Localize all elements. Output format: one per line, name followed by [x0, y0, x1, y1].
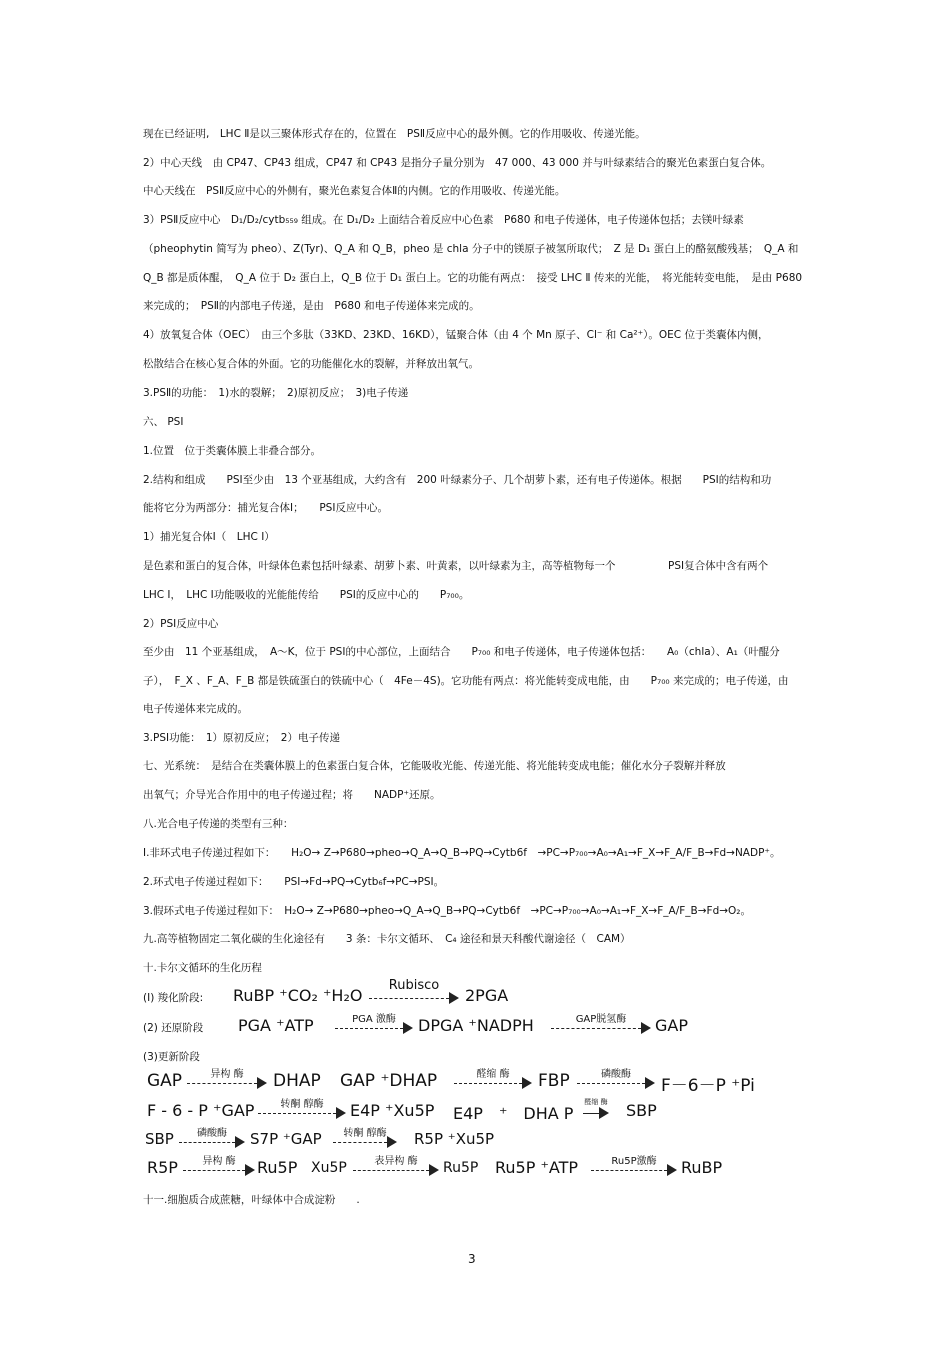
products: S7P ⁺GAP — [250, 1130, 322, 1148]
paragraph: （pheophytin 简写为 pheo）、Z(Tyr)、Q_A 和 Q_B，pheo 是 chla 分子中的镁原子被氢所取代； Z 是 D₁ 蛋白上的酪氨酸残基； Q_A 和 — [143, 243, 799, 255]
reactants: Xu5P — [311, 1160, 347, 1176]
products: E4P ⁺Xu5P — [350, 1101, 435, 1120]
paragraph: LHC Ⅰ， LHC Ⅰ功能吸收的光能能传给 PSⅠ的反应中心的 P₇₀₀。 — [143, 589, 470, 601]
reactants: GAP — [147, 1071, 183, 1091]
paragraph: 松散结合在核心复合体的外面。它的功能催化水的裂解，并释放出氧气。 — [143, 358, 479, 370]
paragraph: 2.结构和组成 PSⅠ至少由 13 个亚基组成，大约含有 200 叶绿素分子、几个胡萝卜素，还有电子传递体。根据 PSⅠ的结构和功 — [143, 474, 772, 486]
electron-path: 3.假环式电子传递过程如下： H₂O→ Z→P680→pheo→Q_A→Q_B→PQ→Cytb6f →PC→P₇₀₀→A₀→A₁→F_X→F_A/F_B→Fd→O₂。 — [143, 905, 751, 917]
page-number: 3 — [468, 1252, 476, 1266]
reactants: Ru5P ⁺ATP — [495, 1158, 579, 1177]
enzyme-label: PGA 激酶 — [352, 1014, 396, 1025]
equation-label: (3)更新阶段 — [143, 1051, 200, 1063]
enzyme-label: 醛缩 酶 — [476, 1069, 510, 1080]
section-heading: 六、 PSⅠ — [143, 416, 184, 428]
intermediate: DPGA ⁺NADPH — [418, 1016, 534, 1035]
enzyme-label: 醛缩 酶 — [584, 1098, 608, 1106]
equation-label: (2) 还原阶段 — [143, 1022, 204, 1034]
paragraph: 来完成的； PSⅡ的内部电子传递，是由 P680 和电子传递体来完成的。 — [143, 300, 480, 312]
paragraph: 2）中心天线 由 CP47、CP43 组成，CP47 和 CP43 是指分子量分别为 47 000、43 000 并与叶绿素结合的聚光色素蛋白复合体。 — [143, 157, 772, 169]
electron-path: I.非环式电子传递过程如下： H₂O→ Z→P680→pheo→Q_A→Q_B→PQ→Cytb6f →PC→P₇₀₀→A₀→A₁→F_X→F_A/F_B→Fd→NADP⁺。 — [143, 847, 781, 859]
paragraph: 中心天线在 PSⅡ反应中心的外侧有，聚光色素复合体Ⅱ的内侧。它的作用吸收、传递光能。 — [143, 185, 566, 197]
paragraph: 电子传递体来完成的。 — [143, 703, 248, 715]
paragraph: 4）放氧复合体（OEC） 由三个多肽（33KD、23KD、16KD），锰聚合体（由 4 个 Mn 原子、Cl⁻ 和 Ca²⁺）。OEC 位于类囊体内侧， — [143, 329, 769, 341]
reactants: R5P — [147, 1158, 178, 1177]
paragraph: 九.高等植物固定二氧化碳的生化途径有 3 条：卡尔文循环、 C₄ 途径和景天科酸代谢途径（ CAM） — [143, 933, 631, 945]
paragraph: 是色素和蛋白的复合体，叶绿体色素包括叶绿素、胡萝卜素、叶黄素，以叶绿素为主，高等植物每一个 PSⅠ复合体中含有两个 — [143, 560, 769, 572]
paragraph: 3）PSⅡ反应中心 D₁/D₂/cytb₅₅₉ 组成。在 D₁/D₂ 上面结合着反应中心色素 P680 和电子传递体，电子传递体包括；去镁叶绿素 — [143, 214, 744, 226]
equation-label: (Ⅰ) 羧化阶段: — [143, 992, 204, 1004]
products: Ru5P — [443, 1160, 479, 1176]
enzyme-label: GAP脱氢酶 — [575, 1014, 627, 1025]
enzyme-label: 异构 酶 — [202, 1156, 236, 1167]
electron-path: 2.环式电子传递过程如下： PSⅠ→Fd→PQ→Cytb₆f→PC→PSⅠ。 — [143, 876, 445, 888]
products: F－6－P ⁺Pi — [661, 1076, 755, 1096]
section-heading: 八.光合电子传递的类型有三种： — [143, 818, 294, 830]
products: R5P ⁺Xu5P — [414, 1130, 495, 1148]
paragraph: 2）PSⅠ反应中心 — [143, 618, 219, 630]
products: SBP — [626, 1101, 657, 1120]
paragraph: 3.PSⅡ的功能： 1)水的裂解； 2)原初反应； 3)电子传递 — [143, 387, 409, 399]
enzyme-label: Rubisco — [388, 978, 440, 993]
paragraph: 3.PSⅠ功能： 1）原初反应； 2）电子传递 — [143, 732, 340, 744]
enzyme-label: 转酮 醇酶 — [343, 1128, 387, 1139]
enzyme-label: 磷酸酶 — [197, 1128, 227, 1139]
products: FBP — [538, 1071, 570, 1091]
paragraph: 至少由 11 个亚基组成， A～K，位于 PSⅠ的中心部位，上面结合 P₇₀₀ 和电子传递体，电子传递体包括： A₀（chla）、A₁（叶醌分 — [143, 646, 780, 658]
products: GAP — [655, 1016, 688, 1035]
section-heading: 十一.细胞质合成蔗糖，叶绿体中合成淀粉 . — [143, 1194, 360, 1206]
reactants: E4P ⁺ DHA P — [453, 1104, 574, 1123]
reactants: F - 6 - P ⁺GAP — [147, 1101, 255, 1120]
enzyme-label: 转酮 醇酶 — [280, 1099, 324, 1110]
enzyme-label: 磷酸酶 — [601, 1069, 631, 1080]
paragraph: 现在已经证明, LHC Ⅱ是以三聚体形式存在的，位置在 PSⅡ反应中心的最外侧。它的作用吸收、传递光能。 — [143, 128, 646, 140]
products: RuBP — [681, 1158, 723, 1177]
paragraph: 1.位置 位于类囊体膜上非叠合部分。 — [143, 445, 322, 457]
products: DHAP — [273, 1071, 321, 1091]
section-heading: 十.卡尔文循环的生化历程 — [143, 962, 262, 974]
reactants: PGA ⁺ATP — [238, 1016, 314, 1035]
enzyme-label: 表异构 酶 — [374, 1156, 418, 1167]
paragraph: 七、光系统： 是结合在类囊体膜上的色素蛋白复合体，它能吸收光能、传递光能、将光能转变成电能；催化水分子裂解并释放 — [143, 760, 726, 772]
paragraph: 能将它分为两部分：捕光复合体Ⅰ； PSⅠ反应中心。 — [143, 502, 388, 514]
reactants: SBP — [145, 1130, 174, 1148]
paragraph: 子）， F_X 、F_A、F_B 都是铁硫蛋白的铁硫中心（ 4Fe－4S)。它功能有两点：将光能转变成电能，由 P₇₀₀ 来完成的；电子传递，由 — [143, 675, 789, 687]
reactants: GAP ⁺DHAP — [340, 1071, 438, 1091]
enzyme-label: Ru5P激酶 — [611, 1156, 657, 1167]
products: 2PGA — [465, 986, 509, 1005]
enzyme-label: 异构 酶 — [210, 1069, 244, 1080]
paragraph: 出氧气；介导光合作用中的电子传递过程；将 NADP⁺还原。 — [143, 789, 441, 801]
paragraph: 1）捕光复合体Ⅰ（ LHC Ⅰ） — [143, 531, 275, 543]
reactants: RuBP ⁺CO₂ ⁺H₂O — [233, 986, 363, 1005]
products: Ru5P — [257, 1158, 298, 1177]
paragraph: Q_B 都是质体醌， Q_A 位于 D₂ 蛋白上，Q_B 位于 D₁ 蛋白上。它的功能有两点： 接受 LHC Ⅱ 传来的光能， 将光能转变电能， 是由 P680 — [143, 272, 803, 284]
